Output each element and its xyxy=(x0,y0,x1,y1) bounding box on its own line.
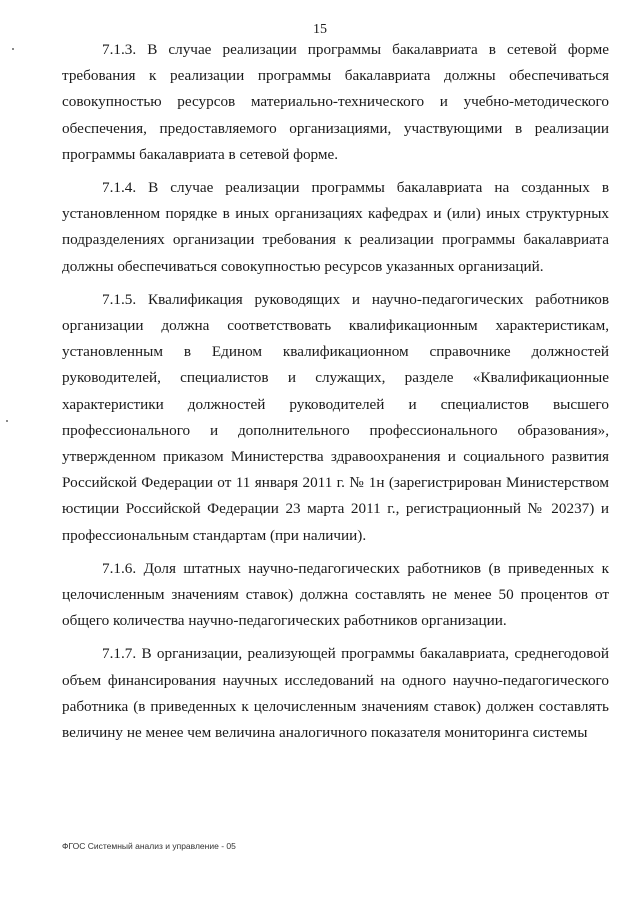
scan-speck xyxy=(12,48,14,50)
document-body xyxy=(62,37,609,753)
footer-text: ФГОС Системный анализ и управление - 05 xyxy=(62,841,236,851)
paragraph-7-1-6: 7.1.6. Доля штатных научно-педагогических работников (в приведенных к целочисленным значениям ставок) должна составлять не менее 50 процентов от общего количества научно-педагогических работников организации. xyxy=(62,559,609,630)
paragraph-7-1-3: 7.1.3. В случае реализации программы бакалавриата в сетевой форме требования к реализации программы бакалавриата должны обеспечиваться совокупностью ресурсов материально-технического и учебно-методического обеспечения, предоставляемого организациями, участвующими в реализации программы бакалавриата в сетевой форме. xyxy=(62,41,609,163)
paragraph-7-1-7: 7.1.7. В организации, реализующей программы бакалавриата, среднегодовой объем финансирования научных исследований на одного научно-педагогического работника (в приведенных к целочисленным значениям ставок) должен составлять величину не менее чем величина аналогичного показателя мониторинга системы xyxy=(62,645,609,742)
paragraph-7-1-5: 7.1.5. Квалификация руководящих и научно-педагогических работников организации должна соответствовать квалификационным характеристикам, установленным в Едином квалификационном справочнике должностей руководителей, специалистов и служащих, разделе «Квалификационные характеристики должностей руководителей и специалистов высшего профессионального и дополнительного профессионального образования», утвержденном приказом Министерства здравоохранения и социального развития Российской Федерации от 11 января 2011 г. № 1н (зарегистрирован Министерством юстиции Российской Федерации 23 марта 2011 г., регистрационный № 20237) и профессиональным стандартам (при наличии). xyxy=(62,290,609,544)
paragraph-7-1-4: 7.1.4. В случае реализации программы бакалавриата на созданных в установленном порядке в иных организациях кафедрах и (или) иных структурных подразделениях организации требования к реализации программы бакалавриата должны обеспечиваться совокупностью ресурсов указанных организаций. xyxy=(62,179,609,275)
page-number: 15 xyxy=(313,22,327,37)
scan-speck xyxy=(6,420,8,422)
